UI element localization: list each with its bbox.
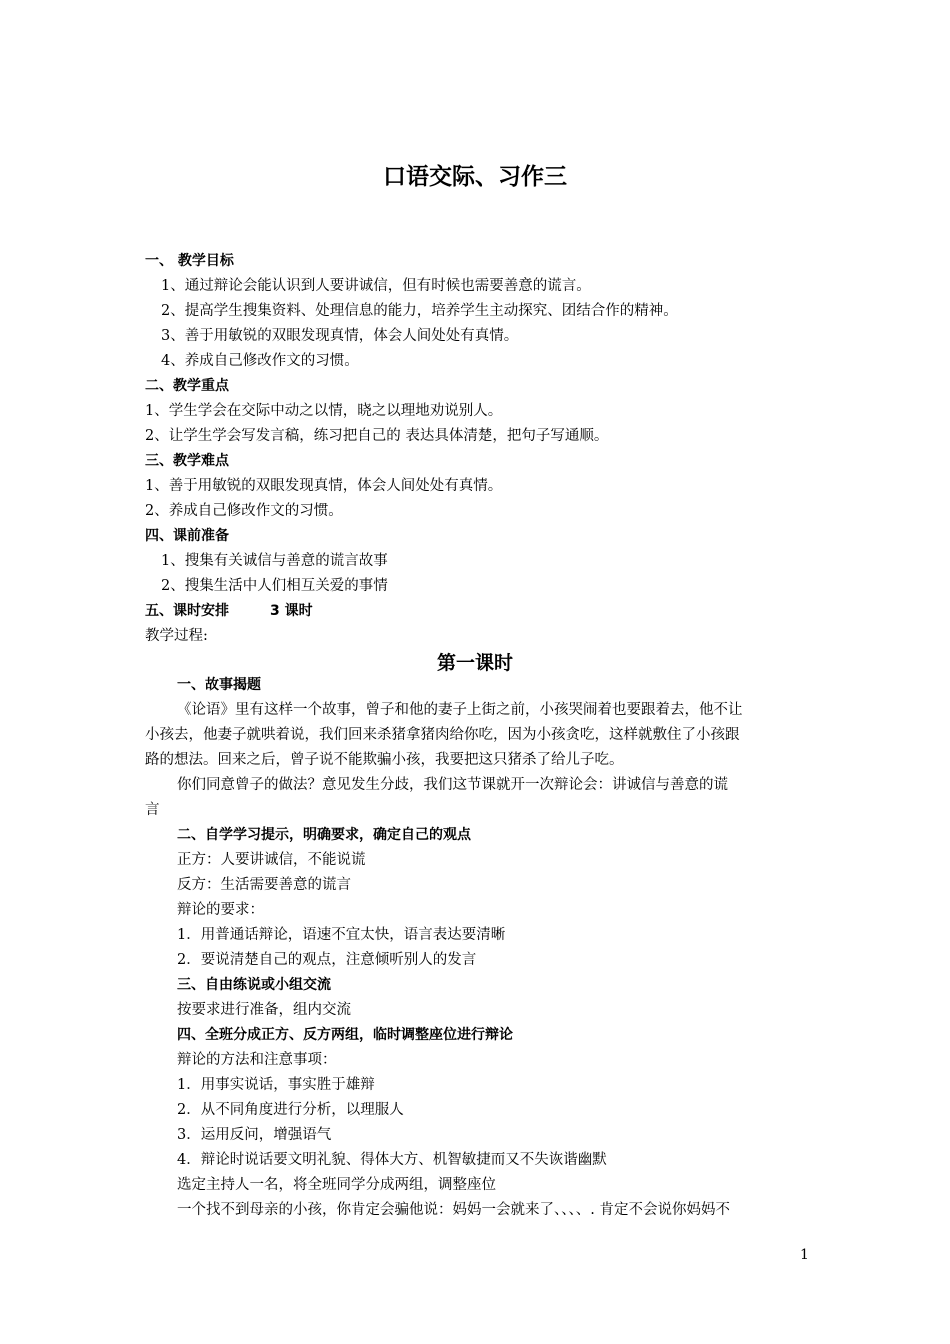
story-line: 小孩去，他妻子就哄着说，我们回来杀猪拿猪肉给你吃，因为小孩贪吃，这样就敷住了小孩跟 (145, 727, 740, 743)
key-point-item: 1、学生学会在交际中动之以情，晓之以理地劝说别人。 (145, 403, 503, 419)
body-line: 2．要说清楚自己的观点，注意倾听别人的发言 (177, 952, 477, 968)
body-line: 1．用普通话辩论，语速不宜太快，语言表达要清晰 (177, 927, 506, 943)
body-line: 辩论的要求： (177, 902, 264, 918)
objective-item: 4、养成自己修改作文的习惯。 (161, 353, 359, 369)
difficulty-item: 1、善于用敏锐的双眼发现真情，体会人间处处有真情。 (145, 478, 503, 494)
body-line: 辩论的方法和注意事项： (177, 1052, 337, 1068)
section-heading: 二、自学学习提示，明确要求，确定自己的观点 (177, 827, 471, 843)
lesson-title: 第一课时 (436, 652, 513, 674)
preparation-heading: 四、课前准备 (145, 528, 229, 544)
key-points-heading: 二、教学重点 (145, 378, 229, 394)
body-line: 3．运用反问，增强语气 (177, 1127, 332, 1143)
body-line: 1．用事实说话，事实胜于雄辩 (177, 1077, 375, 1093)
body-line: 2．从不同角度进行分析，以理服人 (177, 1102, 404, 1118)
preparation-item: 1、搜集有关诚信与善意的谎言故事 (161, 553, 388, 569)
body-line: 一个找不到母亲的小孩，你肯定会骗他说：妈妈一会就来了、、、、. 肯定不会说你妈妈不 (177, 1202, 730, 1218)
objective-item: 1、通过辩论会能认识到人要讲诚信，但有时候也需要善意的谎言。 (161, 278, 591, 294)
story-line: 《论语》里有这样一个故事，曾子和他的妻子上街之前，小孩哭闹着也要跟着去，他不让 (177, 702, 743, 718)
body-line: 按要求进行准备，组内交流 (177, 1002, 351, 1018)
schedule-value: 3 课时 (270, 603, 313, 619)
objective-item: 3、善于用敏锐的双眼发现真情，体会人间处处有真情。 (161, 328, 519, 344)
difficulties-heading: 三、教学难点 (145, 453, 229, 469)
story-line: 路的想法。回来之后，曾子说不能欺骗小孩，我要把这只猪杀了给儿子吃。 (145, 752, 624, 768)
body-line: 反方：生活需要善意的谎言 (177, 877, 351, 893)
page-number: 1 (800, 1247, 809, 1263)
body-line: 选定主持人一名，将全班同学分成两组，调整座位 (177, 1177, 496, 1193)
schedule-heading: 五、课时安排 (145, 603, 229, 619)
objective-item: 2、提高学生搜集资料、处理信息的能力，培养学生主动探究、团结合作的精神。 (161, 303, 678, 319)
section-heading: 一、故事揭题 (177, 677, 261, 693)
section-heading: 三、自由练说或小组交流 (177, 977, 331, 993)
question-line: 你们同意曾子的做法？意见发生分歧，我们这节课就开一次辩论会：讲诚信与善意的谎 (177, 777, 728, 793)
question-line: 言 (145, 802, 160, 818)
section-heading: 四、全班分成正方、反方两组，临时调整座位进行辩论 (177, 1027, 513, 1043)
key-point-item: 2、让学生学会写发言稿，练习把自己的 表达具体清楚，把句子写通顺。 (145, 428, 609, 444)
preparation-item: 2、搜集生活中人们相互关爱的事情 (161, 578, 388, 594)
page-title: 口语交际、习作三 (383, 164, 567, 190)
difficulty-item: 2、养成自己修改作文的习惯。 (145, 503, 343, 519)
process-label: 教学过程: (145, 628, 208, 644)
body-line: 4．辩论时说话要文明礼貌、得体大方、机智敏捷而又不失诙谐幽默 (177, 1152, 607, 1168)
body-line: 正方：人要讲诚信，不能说谎 (177, 852, 366, 868)
objectives-heading: 一、 教学目标 (145, 253, 234, 269)
